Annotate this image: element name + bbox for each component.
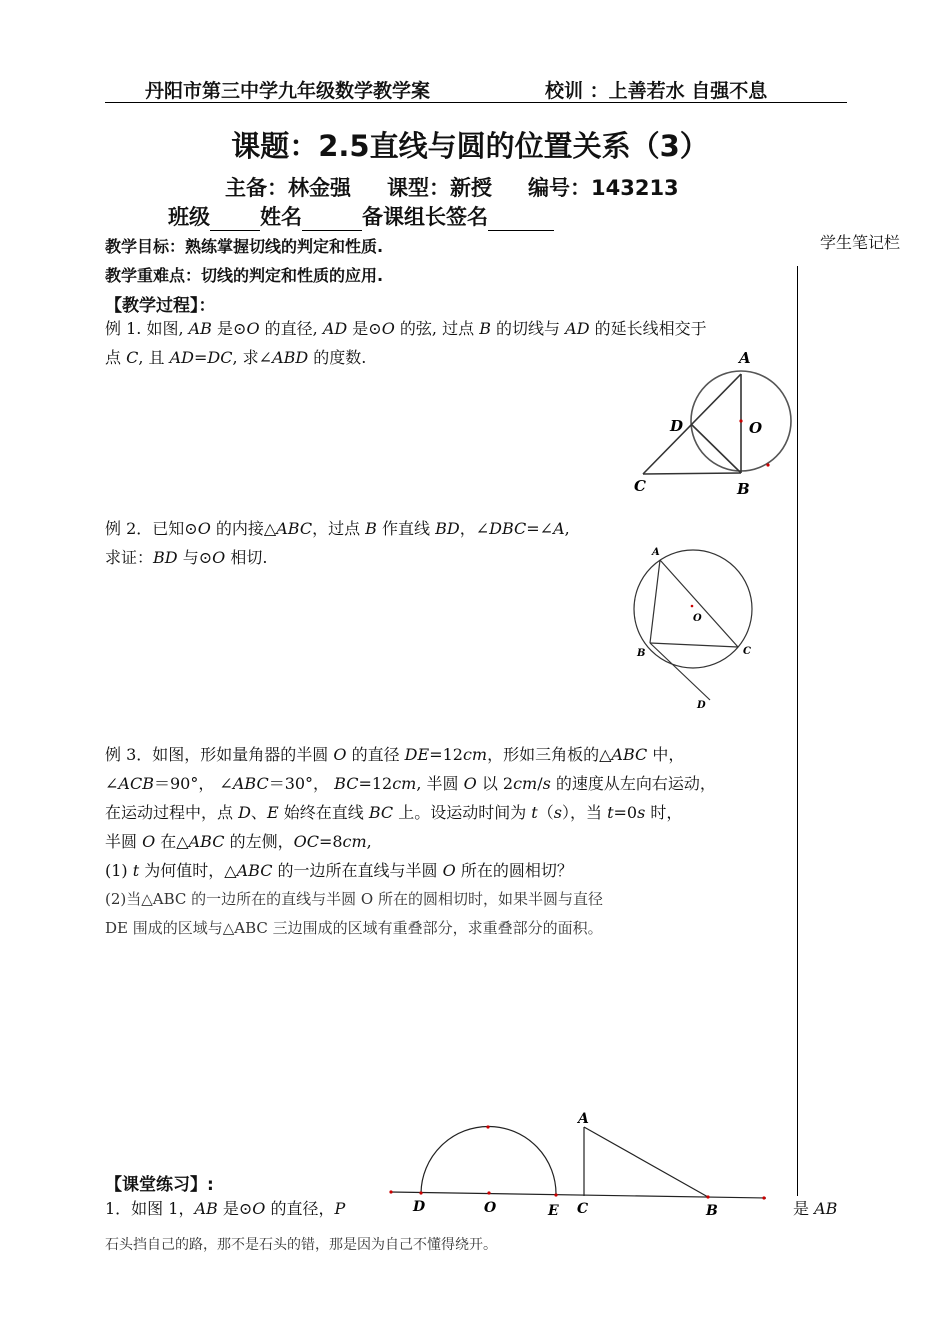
example1-line2: 点 C, 且 AD=DC, 求∠ABD 的度数. (105, 348, 367, 367)
example3-question1: (1) t 为何值时，△ABC 的一边所在直线与半圆 O 所在的圆相切？ (105, 861, 573, 880)
practice-heading: 【课堂练习】: (105, 1175, 214, 1195)
ex2-side-bc (650, 643, 738, 647)
example3-question2-line1: (2)当△ABC 的一边所在的直线与半圆 O 所在的圆相切时，如果半圆与直径 (105, 890, 603, 908)
example2-line2: 求证：BD 与⊙O 相切. (105, 548, 268, 567)
sign-label: 备课组长签名 (362, 205, 488, 229)
example3-line4: 半圆 O 在△ABC 的左侧，OC=8cm, (105, 832, 372, 851)
name-blank[interactable] (302, 210, 362, 231)
ex3-label-c: C (577, 1201, 589, 1217)
practice1-tail: 是 AB (793, 1199, 838, 1218)
ex3-label-d: D (413, 1199, 426, 1215)
ex2-label-c: C (743, 646, 751, 657)
example2-line1: 例 2．已知⊙O 的内接△ABC，过点 B 作直线 BD，∠DBC=∠A, (105, 519, 570, 538)
ex2-label-b: B (637, 648, 646, 659)
ex2-circle (634, 550, 752, 668)
lesson-type: 课型：新授 (387, 176, 492, 200)
ex2-label-o: O (693, 613, 702, 624)
example3-line3: 在运动过程中，点 D、E 始终在直线 BC 上。设运动时间为 t（s），当 t=0s 时， (105, 803, 683, 822)
ex3-side-ab (584, 1127, 708, 1197)
footer-quote: 石头挡自己的路，那不是石头的错，那是因为自己不懂得绕开。 (105, 1237, 497, 1253)
ex3-label-b: B (706, 1203, 718, 1219)
sign-blank[interactable] (488, 210, 554, 231)
ex1-label-o: O (749, 419, 763, 437)
ex1-tangent-cb (643, 473, 741, 474)
ex1-label-d: D (670, 417, 684, 435)
ex3-label-e: E (548, 1203, 559, 1219)
ex2-label-d: D (697, 700, 706, 711)
example3-figure (380, 1105, 780, 1220)
lesson-meta (225, 172, 715, 202)
example3-line1: 例 3．如图，形如量角器的半圆 O 的直径 DE=12cm，形如三角板的△ABC 中， (105, 745, 685, 764)
teaching-objective: 教学目标：熟练掌握切线的判定和性质. (105, 237, 384, 256)
ex1-point-dot (766, 463, 769, 466)
ex3-line-bc (390, 1192, 766, 1198)
ex2-label-a: A (652, 547, 660, 558)
class-blank[interactable] (210, 210, 260, 231)
lesson-title: 课题：2.5直线与圆的位置关系（3） (231, 129, 709, 163)
process-heading: 【教学过程】： (105, 296, 216, 316)
example3-text (105, 740, 716, 943)
ex1-label-c: C (634, 477, 646, 495)
ex3-d-dot (419, 1191, 422, 1194)
ex3-e-dot (554, 1193, 557, 1196)
class-info-line (168, 201, 554, 231)
school-motto: 校训 ：上善若水 自强不息 (545, 80, 768, 102)
school-name: 丹阳市第三中学九年级数学教学案 (145, 80, 431, 102)
name-label: 姓名 (260, 205, 302, 229)
ex3-start-dot (389, 1190, 392, 1193)
example1-figure (620, 340, 810, 500)
ex3-end-dot (762, 1196, 765, 1199)
example3-question2-line2: DE 围成的区域与△ABC 三边围成的区域有重叠部分，求重叠部分的面积。 (105, 919, 603, 937)
example2-figure (625, 540, 760, 715)
preparer: 主备：林金强 (225, 176, 351, 200)
example2-text (105, 514, 570, 572)
ex1-label-b: B (737, 480, 750, 498)
notes-column-label: 学生笔记栏 (820, 233, 901, 252)
ex2-side-ab (650, 560, 660, 643)
key-points: 教学重难点：切线的判定和性质的应用. (105, 266, 384, 285)
lesson-code: 编号：143213 (528, 176, 679, 200)
ex3-semicircle (421, 1126, 556, 1195)
ex2-side-ac (660, 560, 738, 647)
page-header (105, 76, 847, 103)
example1-text (105, 314, 707, 372)
ex2-line-bd (650, 643, 710, 700)
ex1-label-a: A (739, 349, 751, 367)
practice1-text: 1．如图 1，AB 是⊙O 的直径，P (105, 1199, 346, 1218)
example1-line1: 例 1. 如图, AB 是⊙O 的直径, AD 是⊙O 的弦, 过点 B 的切线与 AD 的延长线相交于 (105, 319, 707, 338)
ex3-top-dot (486, 1125, 489, 1128)
class-label: 班级 (168, 205, 210, 229)
example3-line2: ∠ACB＝90°， ∠ABC＝30°， BC=12cm, 半圆 O 以 2cm/s 的速度从左向右运动， (105, 774, 716, 793)
ex3-b-dot (706, 1195, 709, 1198)
ex1-center-dot (739, 419, 742, 422)
ex3-o-dot (487, 1191, 490, 1194)
ex3-label-o: O (484, 1200, 497, 1216)
ex3-label-a: A (578, 1111, 589, 1127)
ex2-center-dot (691, 605, 694, 608)
